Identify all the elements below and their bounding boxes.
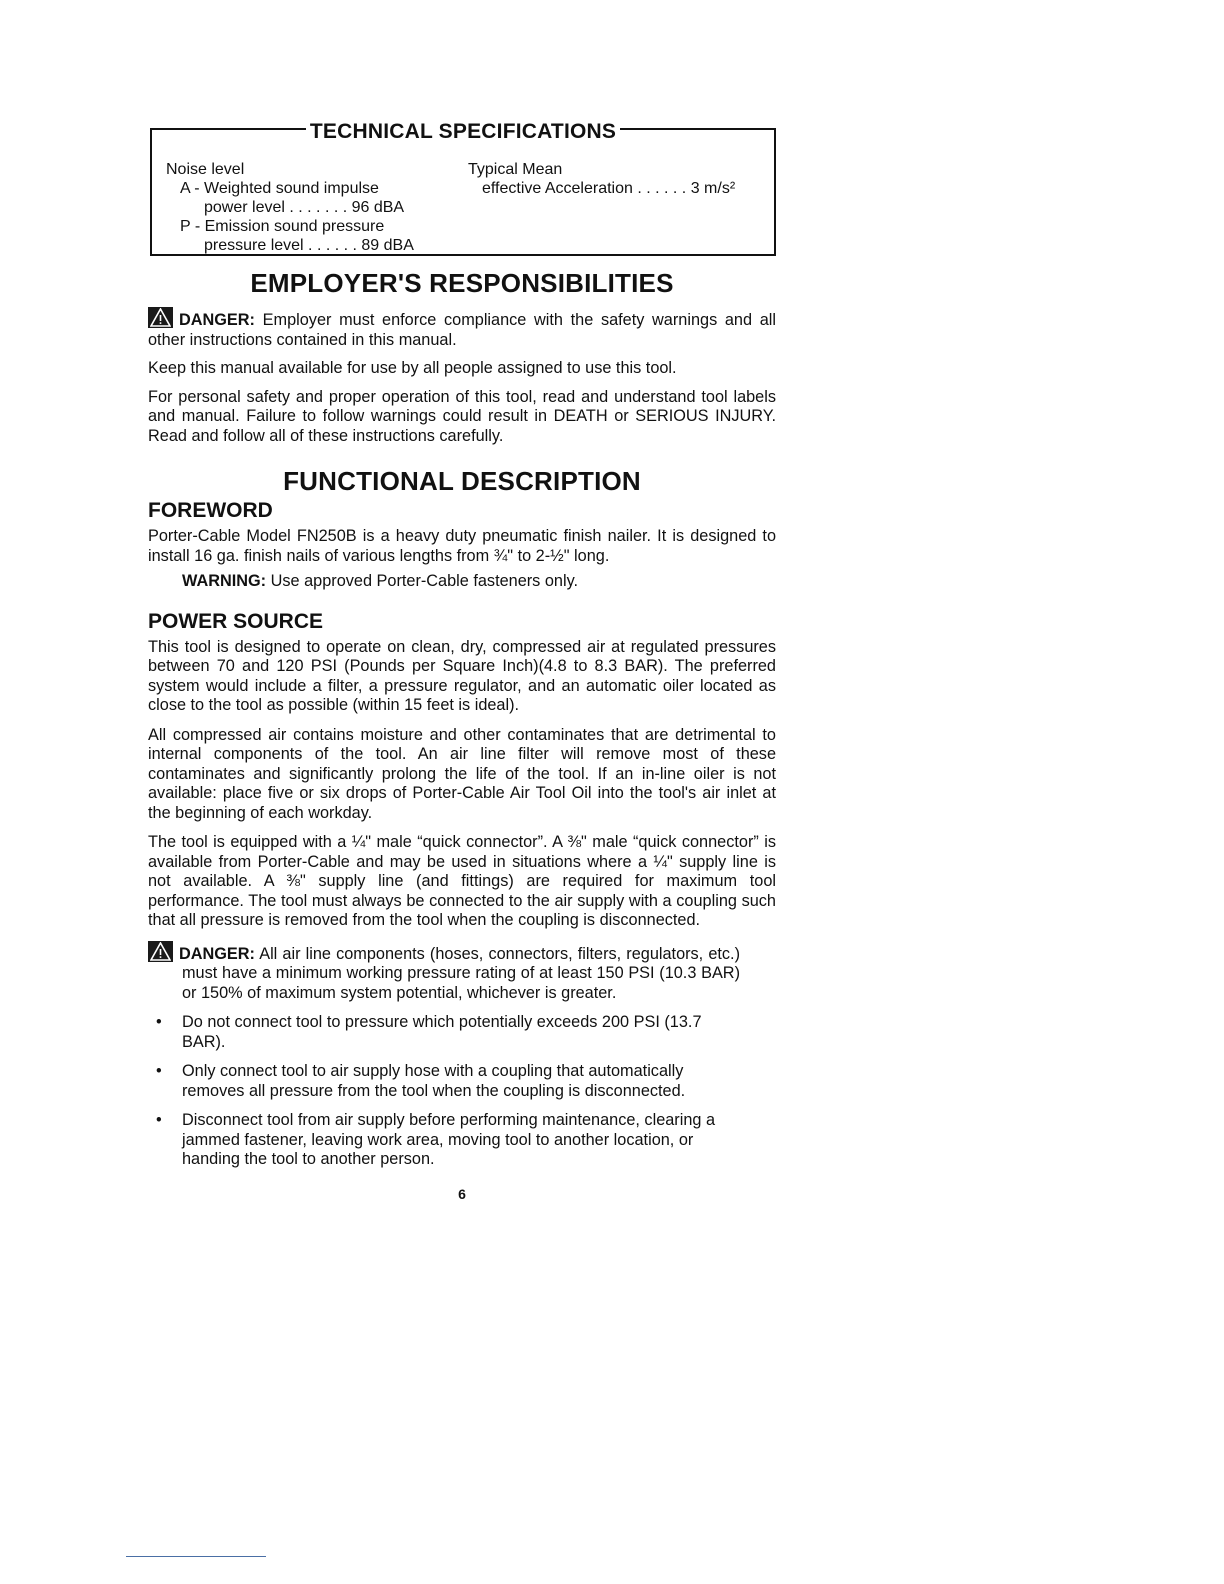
warning-triangle-icon: [148, 941, 173, 962]
a-weighted-line2: power level . . . . . . . 96 dBA: [204, 199, 405, 216]
warning-triangle-icon: [148, 307, 173, 328]
warning-label: WARNING:: [182, 572, 267, 590]
danger-text: Employer must enforce compliance with the safety warnings and all other instructions contained in this manual.: [148, 311, 776, 349]
foreword-heading: FOREWORD: [148, 499, 273, 522]
noise-label: Noise level: [166, 161, 245, 178]
a-weighted-line1: A - Weighted sound impulse: [180, 180, 379, 197]
power-bullet-list: [148, 1013, 776, 1170]
bullet-dot: •: [156, 1062, 162, 1080]
power-paragraph-3: The tool is equipped with a ¼" male “quick connector”. A ⅜" male “quick connector” is available from Porter-Cable and may be used in situations where a ¼" supply line is not available. A ⅜" supply line (and fittings) are required for maximum tool performance. The tool must always be connected to the air supply with a coupling such that all pressure is removed from the tool when the coupling is disconnected.: [148, 833, 776, 929]
foreword-paragraph: Porter-Cable Model FN250B is a heavy duty pneumatic finish nailer. It is designed to install 16 ga. finish nails of various lengths from ¾" to 2-½" long.: [148, 527, 776, 565]
list-item: [148, 1111, 740, 1170]
bottom-rule: [126, 1556, 266, 1557]
bullet-dot: •: [156, 1111, 162, 1129]
p-emission-line2: pressure level . . . . . . 89 dBA: [204, 237, 414, 254]
spec-title-text: TECHNICAL SPECIFICATIONS: [306, 120, 620, 143]
danger-label: DANGER:: [179, 944, 255, 963]
power-source-heading: POWER SOURCE: [148, 609, 324, 633]
bullet-text: Do not connect tool to pressure which potentially exceeds 200 PSI (13.7 BAR).: [182, 1013, 702, 1051]
employer-paragraph-2: For personal safety and proper operation of this tool, read and understand tool labels and manual. Failure to follow warnings could result in DEATH or SERIOUS INJURY. Read and follow all of these instructions carefully.: [148, 387, 776, 445]
list-item: [148, 1013, 740, 1052]
spec-title: [152, 122, 774, 141]
spec-acceleration-column: [468, 160, 735, 198]
warning-text: Use approved Porter-Cable fasteners only.: [266, 572, 579, 590]
accel-line1: Typical Mean: [468, 161, 563, 178]
p-emission-line1: P - Emission sound pressure: [180, 218, 385, 235]
employer-danger-paragraph: [148, 307, 776, 350]
functional-heading: FUNCTIONAL DESCRIPTION: [283, 466, 641, 496]
power-danger-paragraph: [148, 941, 776, 1004]
bullet-dot: •: [156, 1013, 162, 1031]
danger-label: DANGER:: [179, 311, 255, 329]
spec-noise-column: [166, 160, 414, 255]
danger-text: All air line components (hoses, connectors, filters, regulators, etc.) must have a minimum working pressure rating of at least 150 PSI (10.3 BAR) or 150% of maximum system potential, whichever is greater.: [182, 944, 740, 1002]
bullet-text: Disconnect tool from air supply before performing maintenance, clearing a jammed fastener, leaving work area, moving tool to another location, or handing the tool to another person.: [182, 1111, 716, 1168]
list-item: [148, 1062, 740, 1101]
employer-paragraph-1: Keep this manual available for use by all people assigned to use this tool.: [148, 359, 677, 377]
bullet-text: Only connect tool to air supply hose with a coupling that automatically removes all pressure from the tool when the coupling is disconnected.: [182, 1062, 686, 1100]
technical-specifications-box: [150, 120, 776, 256]
accel-line2: effective Acceleration . . . . . . 3 m/s²: [482, 180, 736, 197]
employer-heading: EMPLOYER'S RESPONSIBILITIES: [250, 268, 674, 298]
page-number: 6: [458, 1185, 466, 1202]
power-paragraph-2: All compressed air contains moisture and other contaminates that are detrimental to internal components of the tool. An air line filter will remove most of these contaminates and significantly prolong the life of the tool. If an in-line oiler is not available: place five or six drops of Porter-Cable Air Tool Oil into the tool's air inlet at the beginning of each workday.: [148, 725, 776, 822]
power-paragraph-1: This tool is designed to operate on clean, dry, compressed air at regulated pressures between 70 and 120 PSI (Pounds per Square Inch)(4.8 to 8.3 BAR). The preferred system would include a filter, a pressure regulator, and an automatic oiler located as close to the tool as possible (within 15 feet is ideal).: [148, 637, 776, 714]
manual-page: [148, 120, 776, 1202]
foreword-warning: [148, 572, 776, 592]
